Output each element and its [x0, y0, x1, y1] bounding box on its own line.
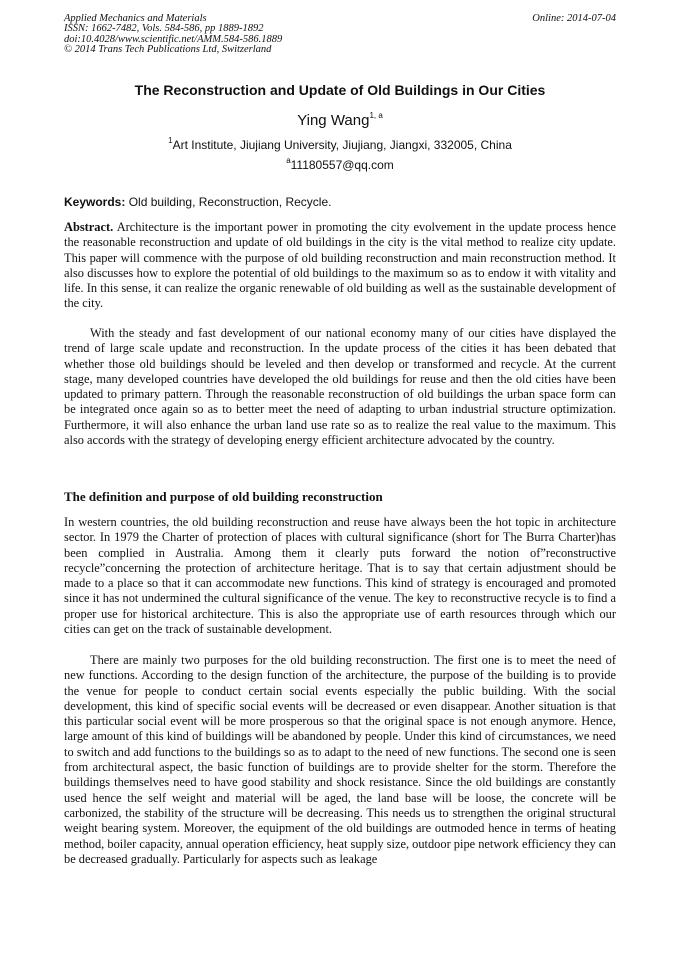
- paper-title: The Reconstruction and Update of Old Buildings in Our Cities: [134, 82, 546, 98]
- keywords-text: Old building, Reconstruction, Recycle.: [128, 195, 332, 209]
- affiliation-line: [64, 138, 616, 152]
- email-line: [64, 158, 616, 172]
- author-line: [64, 112, 616, 129]
- author-superscript: 1, a: [369, 111, 383, 120]
- email-superscript: a: [286, 156, 291, 165]
- email-address[interactable]: 11180557@qq.com: [290, 158, 394, 172]
- online-date: Online: 2014-07-04: [532, 13, 616, 24]
- keywords-line: [64, 195, 616, 209]
- doi-line: doi:10.4028/www.scientific.net/AMM.584-586.1889: [64, 33, 283, 45]
- section-paragraph-1: In western countries, the old building reconstruction and reuse have always been the hot topic in architecture sector. In 1979 the Charter of protection of places with cultural significance (short for The Burra Charter)has been complied in Australia. Among them it clearly puts forward the notion of”reconstructive recycle”concerning the protection of architecture heritage. That is to say that certain adjustment should be made to a place so that it can accommodate new functions. This kind of strategy is encouraged and promoted since it has not undermined the cultural significance of the venue. The key to reconstructive recycle is to find a proper use for historical architecture. This is also the appropriate use of earth resources through which our cities can get on the track of sustainable development.: [64, 515, 616, 637]
- abstract-paragraph-1: [64, 220, 616, 312]
- affiliation-text: Art Institute, Jiujiang University, Jiujiang, Jiangxi, 332005, China: [172, 138, 512, 152]
- affiliation-superscript: 1: [168, 136, 173, 145]
- copyright-line: © 2014 Trans Tech Publications Ltd, Switzerland: [64, 44, 272, 56]
- issn-line: ISSN: 1662-7482, Vols. 584-586, pp 1889-1892: [64, 23, 264, 35]
- abstract-label: Abstract.: [64, 220, 114, 234]
- keywords-label: Keywords:: [64, 195, 126, 209]
- journal-name: Applied Mechanics and Materials: [64, 13, 207, 24]
- section-paragraph-2: There are mainly two purposes for the old building reconstruction. The first one is to meet the need of new functions. According to the design function of the architecture, the purpose of the building is to provide the venue for people to conduct certain social events especially the public building. With the social development, this kind of specific social events will be decreased or even disappear. Another situation is that this particular social event will be more prosperous so that the original space is not enough anymore. Hence, large amount of this kind of buildings will be abandoned by people. Under this kind of circumstances, we need to switch and add functions to the buildings so as to adapt to the need of new functions. The second one is seen from architectural aspect, the basic function of buildings are to provide shelter for the storm. Therefore the buildings themselves need to have good stability and shock resistance. Since the old buildings are constantly used hence the self weight and material will be aged, the land base will be loose, the concrete will be carbonized, the stability of the structure will be decreasing. This needs us to strengthen the original structural weight bearing system. Moreover, the equipment of the old buildings are outmoded hence in terms of heating method, boiler capacity, annual operation efficiency, heat supply size, outdoor pipe network efficiency they can be decreased gradually. Particularly for aspects such as leakage: [64, 653, 616, 866]
- author-name: Ying Wang: [297, 112, 370, 129]
- section-heading: The definition and purpose of old building reconstruction: [64, 489, 383, 504]
- abstract-paragraph-2: With the steady and fast development of our national economy many of our cities have displayed the trend of large scale update and reconstruction. In the update process of the cities it has been debated that whether those old buildings should be leveled and then develop or transformed and recycle. At the current stage, many developed countries have developed the old buildings for reuse and then the old cities have been updated to primary pattern. Through the reasonable reconstruction of old buildings the urban space form can be integrated once again so as to better meet the need of adapting to urban industrial structure optimization. Furthermore, it will also enhance the urban land use rate so as to realize the real value to the maximum. This also accords with the strategy of developing energy efficient architecture advocated by the country.: [64, 326, 616, 448]
- abstract-text-1: Architecture is the important power in promoting the city evolvement in the update process hence the reasonable reconstruction and update of old buildings in the city is the vital method to realize city update. This paper will commence with the purpose of old building reconstruction and main reconstruction method. It also discusses how to explore the potential of old buildings to the maximum so as to endow it with vitality and life. In this sense, it can realize the organic renewable of old building as well as the sustainable development of the city.: [64, 220, 616, 311]
- journal-header: [64, 14, 616, 56]
